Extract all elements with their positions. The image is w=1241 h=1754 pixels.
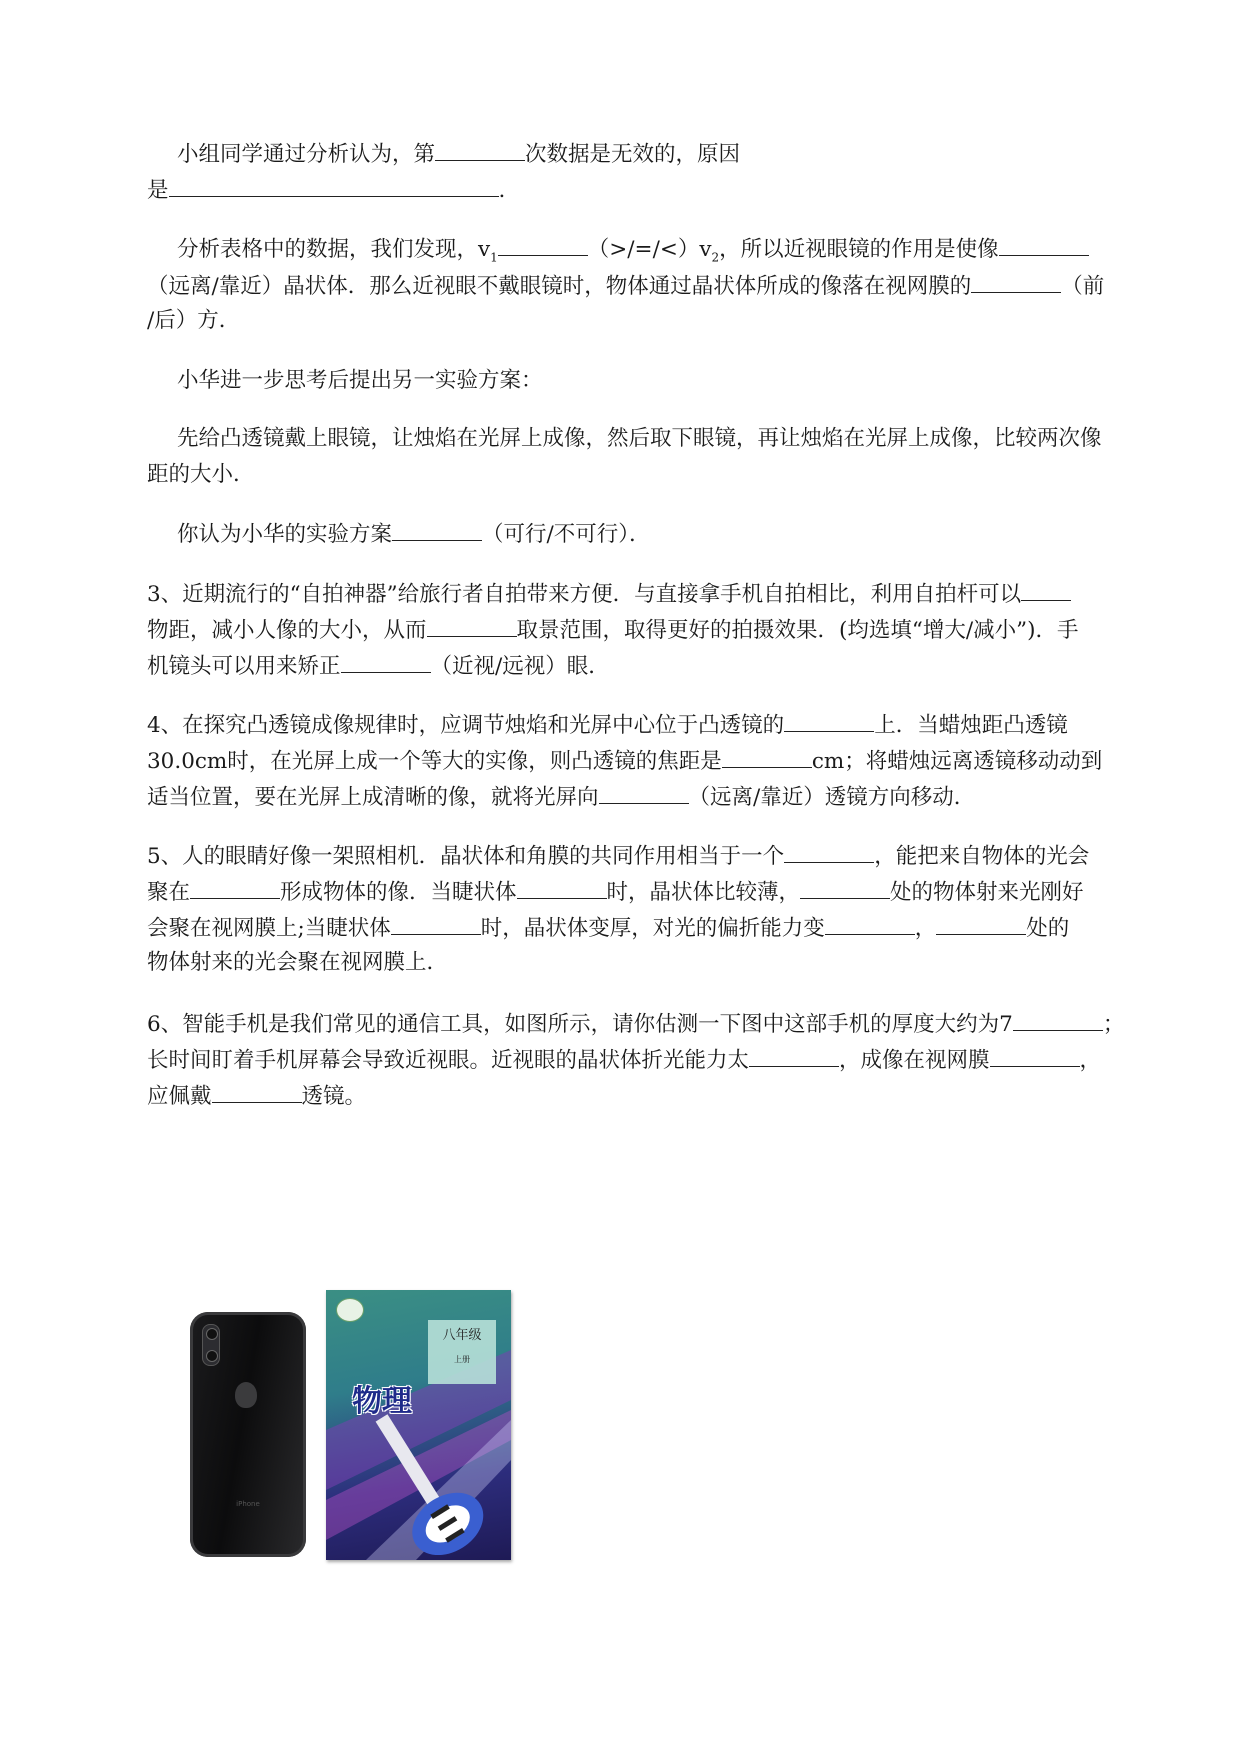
answer-blank[interactable] — [800, 876, 890, 899]
text-line: 是 . — [147, 174, 505, 206]
text-line: /后）方． — [147, 308, 241, 333]
text-line: 会聚在视网膜上;当睫状体 时，晶状体变厚，对光的偏折能力变 ， 处的 — [147, 912, 1069, 944]
answer-blank[interactable] — [169, 174, 499, 197]
text-line: 30.0cm时，在光屏上成一个等大的实像，则凸透镜的焦距是 cm；将蜡烛远离透镜移动动到 — [147, 745, 1102, 777]
answer-blank[interactable] — [784, 709, 874, 732]
answer-blank[interactable] — [825, 912, 915, 935]
answer-blank[interactable] — [190, 876, 280, 899]
answer-blank[interactable] — [784, 840, 874, 863]
camera-icon — [202, 1324, 220, 1366]
answer-blank[interactable] — [391, 912, 481, 935]
text-line: 物体射来的光会聚在视网膜上． — [147, 950, 449, 975]
question-4: 4、在探究凸透镜成像规律时，应调节烛焰和光屏中心位于凸透镜的 上．当蜡烛距凸透镜 — [147, 709, 1068, 741]
text-line: 聚在 形成物体的像．当睫状体 时，晶状体比较薄， 处的物体射来光刚好 — [147, 876, 1084, 908]
smartphone-image — [190, 1312, 306, 1557]
physics-textbook-image — [326, 1290, 511, 1560]
answer-blank[interactable] — [517, 876, 607, 899]
text-line: （远离/靠近）晶状体．那么近视眼不戴眼镜时，物体通过晶状体所成的像落在视网膜的 （前 — [147, 270, 1104, 302]
text-line: 应佩戴 透镜。 — [147, 1080, 366, 1112]
answer-blank[interactable] — [341, 650, 431, 673]
apple-logo-icon — [235, 1382, 257, 1408]
publisher-logo-icon — [336, 1298, 364, 1322]
answer-blank[interactable] — [427, 614, 517, 637]
answer-blank[interactable] — [971, 270, 1061, 293]
answer-blank[interactable] — [936, 912, 1026, 935]
answer-blank[interactable] — [1021, 578, 1071, 601]
text-line: 你认为小华的实验方案 （可行/不可行）． — [177, 518, 651, 550]
answer-blank[interactable] — [722, 745, 812, 768]
answer-blank[interactable] — [435, 138, 525, 161]
book-volume: 上册 — [454, 1355, 470, 1364]
answer-blank[interactable] — [1013, 1008, 1103, 1031]
answer-blank[interactable] — [599, 781, 689, 804]
text-line: 先给凸透镜戴上眼镜，让烛焰在光屏上成像，然后取下眼镜，再让烛焰在光屏上成像，比较两次像 — [177, 426, 1102, 451]
question-3: 3、近期流行的“自拍神器”给旅行者自拍带来方便．与直接拿手机自拍相比，利用自拍杆可以 — [147, 578, 1071, 610]
book-title: 物理 — [352, 1384, 412, 1419]
text-line: 长时间盯着手机屏幕会导致近视眼。近视眼的晶状体折光能力太 ，成像在视网膜 ， — [147, 1044, 1101, 1076]
text-line: 机镜头可以用来矫正 （近视/远视）眼． — [147, 650, 610, 682]
text-line: 适当位置，要在光屏上成清晰的像，就将光屏向 （远离/靠近）透镜方向移动． — [147, 781, 975, 813]
text-line: 物距，减小人像的大小，从而 取景范围，取得更好的拍摄效果．(均选填“增大/减小”)．手 — [147, 614, 1079, 646]
text-line: 小组同学通过分析认为，第 次数据是无效的，原因 — [177, 138, 740, 170]
answer-blank[interactable] — [990, 1044, 1080, 1067]
text-line: 分析表格中的数据，我们发现，$v_1$ $(>/=/<)v_2$，所以近视眼镜的作用是使像 — [177, 233, 1089, 272]
text-line: 小华进一步思考后提出另一实验方案： — [177, 368, 543, 393]
text-line: 距的大小． — [147, 462, 255, 487]
phone-label: iPhone — [236, 1500, 260, 1508]
question-5: 5、人的眼睛好像一架照相机．晶状体和角膜的共同作用相当于一个 ，能把来自物体的光会 — [147, 840, 1089, 872]
answer-blank[interactable] — [999, 233, 1089, 256]
answer-blank[interactable] — [392, 518, 482, 541]
answer-blank[interactable] — [212, 1080, 302, 1103]
book-grade: 八年级 — [442, 1328, 482, 1343]
question-6: 6、智能手机是我们常见的通信工具，如图所示，请你估测一下图中这部手机的厚度大约为7 ； — [147, 1008, 1124, 1040]
answer-blank[interactable] — [749, 1044, 839, 1067]
answer-blank[interactable] — [498, 233, 588, 256]
